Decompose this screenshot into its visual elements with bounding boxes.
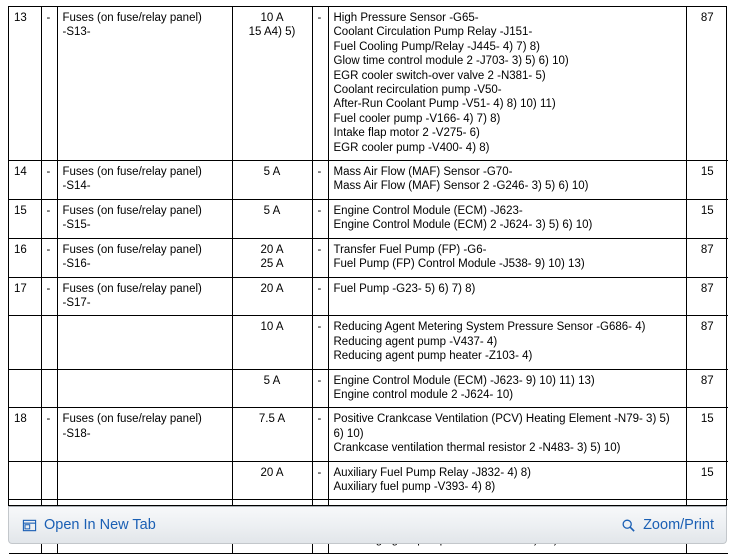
open-in-new-tab-button[interactable]: [21, 517, 156, 533]
fuse-table: [9, 7, 728, 554]
dash-cell-right: [312, 7, 328, 161]
dash-cell-right: [312, 408, 328, 461]
dash-cell-left-value: -: [46, 12, 51, 24]
code-cell: [686, 277, 728, 316]
dash-cell-left: [41, 7, 57, 161]
zoom-print-button[interactable]: [620, 517, 714, 533]
components-cell: [328, 238, 686, 277]
fuse-rating-cell-line: 20 A: [260, 282, 284, 295]
table-row: [9, 7, 728, 161]
fuse-number-cell: [9, 7, 41, 161]
dash-cell-left: [41, 238, 57, 277]
dash-cell-right-value: -: [317, 282, 322, 295]
code-cell-value: 87: [700, 12, 714, 24]
dash-cell-left: [41, 161, 57, 200]
fuse-rating-cell-line: 7.5 A: [258, 413, 286, 426]
components-cell: [328, 277, 686, 316]
fuse-rating-cell: [232, 238, 312, 277]
zoom-print-label: Zoom/Print: [643, 517, 714, 533]
fuse-description-cell-line: Fuses (on fuse/relay panel): [62, 282, 202, 295]
table-row: [9, 369, 728, 408]
fuse-rating-cell: [232, 408, 312, 461]
fuse-rating-cell-line: 5 A: [263, 374, 281, 387]
fuse-description-cell-line: -S17-: [62, 296, 91, 309]
components-cell-line: Coolant recirculation pump -V50-: [333, 84, 502, 97]
dash-cell-left-value: -: [46, 413, 51, 426]
fuse-description-cell: [57, 461, 232, 500]
fuse-number-cell: [9, 199, 41, 238]
fuse-number-cell-value: 13: [14, 12, 27, 24]
code-cell: [686, 199, 728, 238]
table-row: [9, 161, 728, 200]
fuse-number-cell: [9, 408, 41, 461]
components-cell-line: Engine Control Module (ECM) -J623- 9) 10) 11) 13): [333, 374, 595, 387]
fuse-description-cell: [57, 199, 232, 238]
code-cell: [686, 316, 728, 369]
code-cell-value: 15: [700, 413, 714, 426]
components-cell: [328, 7, 686, 161]
dash-cell-left: [41, 316, 57, 369]
fuse-description-cell-line: -S15-: [62, 219, 91, 232]
components-cell-line: Mass Air Flow (MAF) Sensor 2 -G246- 3) 5) 6) 10): [333, 180, 589, 193]
fuse-description-cell: [57, 277, 232, 316]
fuse-table-container: [8, 6, 727, 506]
dash-cell-left: [41, 199, 57, 238]
dash-cell-right: [312, 238, 328, 277]
code-cell-value: 15: [700, 166, 714, 179]
dash-cell-right: [312, 369, 328, 408]
fuse-description-cell-line: -S16-: [62, 258, 91, 271]
fuse-rating-cell: [232, 277, 312, 316]
fuse-number-cell: [9, 238, 41, 277]
code-cell-value: 87: [700, 321, 714, 334]
components-cell-line: EGR cooler pump -V400- 4) 8): [333, 141, 490, 154]
components-cell-line: High Pressure Sensor -G65-: [333, 12, 479, 24]
fuse-number-cell-value: 17: [14, 282, 27, 295]
fuse-description-cell-line: -S18-: [62, 427, 91, 440]
open-in-new-tab-label: Open In New Tab: [44, 517, 156, 533]
fuse-number-cell: [9, 161, 41, 200]
dash-cell-left-value: -: [46, 204, 51, 217]
code-cell: [686, 461, 728, 500]
code-cell: [686, 369, 728, 408]
fuse-rating-cell: [232, 161, 312, 200]
components-cell-line: Engine Control Module (ECM) 2 -J624- 3) 5) 6) 10): [333, 219, 593, 232]
components-cell-line: Intake flap motor 2 -V275- 6): [333, 127, 480, 140]
dash-cell-left: [41, 408, 57, 461]
components-cell: [328, 369, 686, 408]
code-cell-value: 87: [700, 374, 714, 387]
components-cell: [328, 461, 686, 500]
table-row: [9, 238, 728, 277]
fuse-rating-cell-line: 10 A: [260, 321, 284, 334]
fuse-number-cell-value: 15: [14, 204, 27, 217]
components-cell: [328, 199, 686, 238]
fuse-description-cell: [57, 408, 232, 461]
code-cell-value: 15: [700, 204, 714, 217]
dash-cell-left: [41, 369, 57, 408]
magnifier-icon: [620, 517, 636, 533]
fuse-rating-cell-line: 20 A: [260, 466, 284, 479]
components-cell: [328, 161, 686, 200]
components-cell-line: Fuel Cooling Pump/Relay -J445- 4) 7) 8): [333, 40, 540, 53]
components-cell-line: Crankcase ventilation thermal resistor 2 -N483- 3) 5) 10): [333, 442, 621, 455]
fuse-number-cell: [9, 277, 41, 316]
dash-cell-right: [312, 461, 328, 500]
components-cell-line: Engine Control Module (ECM) -J623-: [333, 204, 523, 217]
fuse-rating-cell: [232, 369, 312, 408]
components-cell-line: Fuel cooler pump -V166- 4) 7) 8): [333, 112, 501, 125]
fuse-description-cell-line: Fuses (on fuse/relay panel): [62, 166, 202, 179]
fuse-description-cell: [57, 161, 232, 200]
dash-cell-left-value: -: [46, 282, 51, 295]
components-cell-line: Fuel Pump (FP) Control Module -J538- 9) 10) 13): [333, 258, 585, 271]
dash-cell-left-value: -: [46, 166, 51, 179]
fuse-rating-cell-line: 20 A: [260, 243, 284, 256]
fuse-description-cell-line: Fuses (on fuse/relay panel): [62, 12, 202, 24]
new-tab-icon: [21, 517, 37, 533]
fuse-rating-cell: [232, 199, 312, 238]
fuse-description-cell-line: Fuses (on fuse/relay panel): [62, 243, 202, 256]
dash-cell-right-value: -: [317, 204, 322, 217]
table-row: [9, 461, 728, 500]
table-row: [9, 316, 728, 369]
components-cell: [328, 316, 686, 369]
dash-cell-right-value: -: [317, 374, 322, 387]
fuse-number-cell: [9, 369, 41, 408]
document-footer-toolbar: [8, 506, 727, 544]
fuse-description-cell: [57, 7, 232, 161]
components-cell-line: After-Run Coolant Pump -V51- 4) 8) 10) 11): [333, 98, 556, 111]
code-cell-value: 87: [700, 243, 714, 256]
components-cell-line: Coolant Circulation Pump Relay -J151-: [333, 26, 533, 39]
components-cell-line: Reducing agent pump -V437- 4): [333, 335, 498, 348]
dash-cell-right: [312, 161, 328, 200]
components-cell-line: Positive Crankcase Ventilation (PCV) Heating Element -N79- 3) 5) 6) 10): [333, 413, 673, 440]
code-cell-value: 87: [700, 282, 714, 295]
table-row: [9, 408, 728, 461]
fuse-number-cell-value: 14: [14, 166, 27, 179]
fuse-number-cell: [9, 316, 41, 369]
dash-cell-right-value: -: [317, 466, 322, 479]
fuse-rating-cell-line: 15 A4) 5): [248, 26, 296, 39]
fuse-description-cell: [57, 316, 232, 369]
code-cell: [686, 238, 728, 277]
components-cell-line: Reducing agent pump heater -Z103- 4): [333, 350, 533, 363]
dash-cell-right: [312, 277, 328, 316]
code-cell: [686, 408, 728, 461]
fuse-rating-cell: [232, 461, 312, 500]
components-cell-line: Auxiliary fuel pump -V393- 4) 8): [333, 480, 496, 493]
components-cell-line: Mass Air Flow (MAF) Sensor -G70-: [333, 166, 513, 179]
fuse-description-cell-line: -S13-: [62, 26, 91, 39]
components-cell-line: Auxiliary Fuel Pump Relay -J832- 4) 8): [333, 466, 531, 479]
fuse-rating-cell-line: 10 A: [260, 12, 284, 24]
fuse-description-cell-line: Fuses (on fuse/relay panel): [62, 413, 202, 426]
components-cell-line: Fuel Pump -G23- 5) 6) 7) 8): [333, 282, 476, 295]
code-cell: [686, 7, 728, 161]
table-row: [9, 199, 728, 238]
fuse-rating-cell: [232, 316, 312, 369]
fuse-rating-cell: [232, 7, 312, 161]
fuse-number-cell-value: 16: [14, 243, 27, 256]
fuse-rating-cell-line: 25 A: [260, 258, 284, 271]
dash-cell-right-value: -: [317, 166, 322, 179]
fuse-table-body: [9, 7, 728, 553]
components-cell-line: Engine control module 2 -J624- 10): [333, 388, 514, 401]
components-cell-line: Glow time control module 2 -J703- 3) 5) 6) 10): [333, 55, 569, 68]
code-cell: [686, 161, 728, 200]
components-cell-line: Transfer Fuel Pump (FP) -G6-: [333, 243, 487, 256]
fuse-description-cell-line: Fuses (on fuse/relay panel): [62, 204, 202, 217]
dash-cell-right-value: -: [317, 243, 322, 256]
table-row: [9, 277, 728, 316]
fuse-description-cell: [57, 369, 232, 408]
dash-cell-left: [41, 277, 57, 316]
code-cell-value: 15: [700, 466, 714, 479]
fuse-description-cell: [57, 238, 232, 277]
dash-cell-right-value: -: [317, 321, 322, 334]
components-cell-line: Reducing Agent Metering System Pressure Sensor -G686- 4): [333, 321, 646, 334]
dash-cell-right: [312, 316, 328, 369]
fuse-rating-cell-line: 5 A: [263, 166, 281, 179]
dash-cell-right-value: -: [317, 413, 322, 426]
fuse-rating-cell-line: 5 A: [263, 204, 281, 217]
fuse-number-cell-value: 18: [14, 413, 27, 426]
dash-cell-right: [312, 199, 328, 238]
fuse-number-cell: [9, 461, 41, 500]
dash-cell-left: [41, 461, 57, 500]
components-cell-line: EGR cooler switch-over valve 2 -N381- 5): [333, 69, 546, 82]
fuse-description-cell-line: -S14-: [62, 180, 91, 193]
dash-cell-right-value: -: [317, 12, 322, 24]
dash-cell-left-value: -: [46, 243, 51, 256]
components-cell: [328, 408, 686, 461]
